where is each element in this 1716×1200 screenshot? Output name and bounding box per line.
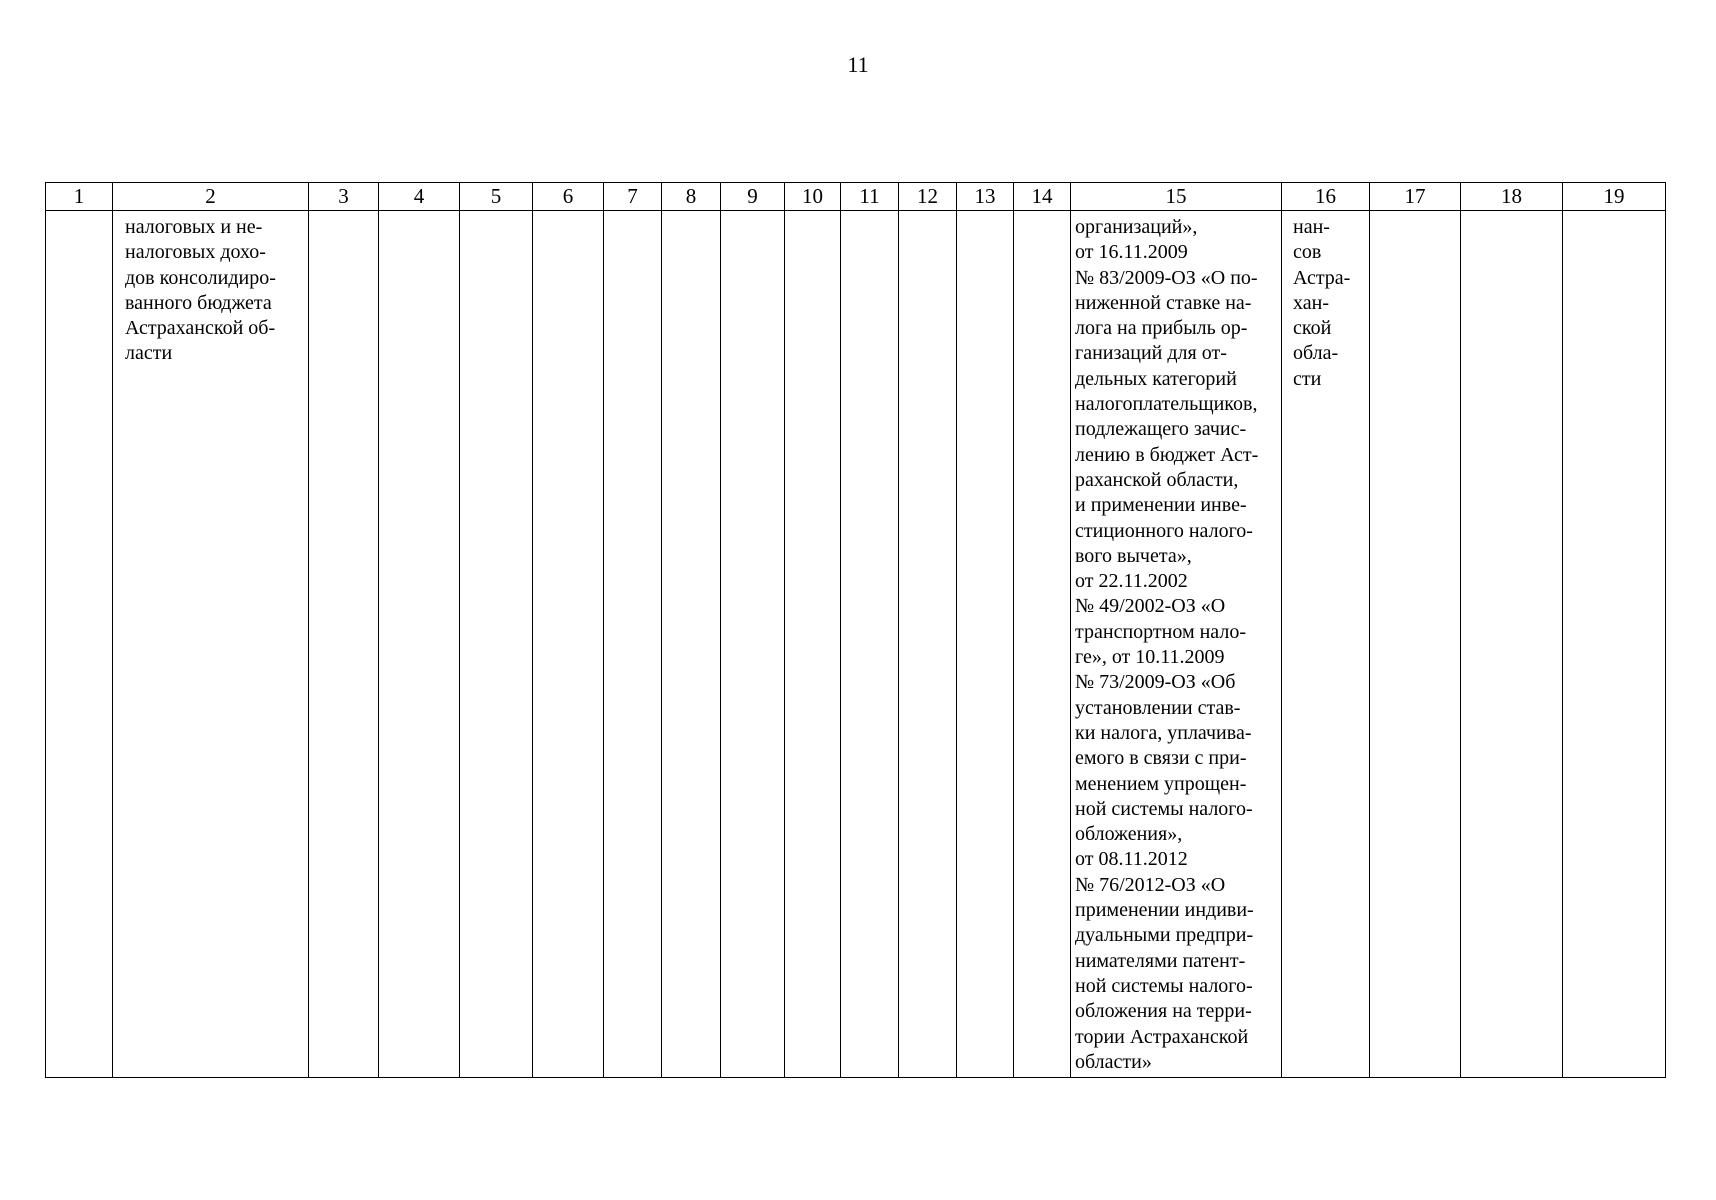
cell-text-col-1: [46, 211, 112, 215]
cell-col-19: [1563, 211, 1666, 1078]
cell-text-col-3: [309, 211, 378, 215]
cell-text-col-5: [460, 211, 532, 215]
cell-col-14: [1014, 211, 1071, 1078]
cell-text-col-14: [1014, 211, 1070, 215]
column-header-7: 7: [604, 183, 662, 211]
cell-col-17: [1370, 211, 1461, 1078]
column-header-16: 16: [1282, 183, 1370, 211]
cell-col-12: [899, 211, 957, 1078]
column-header-19: 19: [1563, 183, 1666, 211]
cell-text-col-6: [533, 211, 603, 215]
column-header-18: 18: [1461, 183, 1563, 211]
cell-text-col-8: [662, 211, 720, 215]
header-row: [46, 183, 1666, 211]
cell-text-col-15: организаций», от 16.11.2009 № 83/2009-ОЗ «О по- ниженной ставке на- лога на прибыль ор- ганизаций для от- дельных категорий налогоплательщиков, подлежащего зачис- лению в бюджет Аст- раханской области, и применении инве- стиционного налого- вого вычета», от 22.11.2002 № 49/2002-ОЗ «О транспортном нало- ге», от 10.11.2009 № 73/2009-ОЗ «Об установлении став- ки налога, уплачива- емого в связи с при- менением упрощен- ной системы налого- обложения», от 08.11.2012 № 76/2012-ОЗ «О применении индиви- дуальными предпри- нимателями патент- ной системы налого- обложения на терри- тории Астраханской области»: [1075, 216, 1259, 1073]
cell-text-col-10: [785, 211, 840, 215]
cell-col-9: [721, 211, 785, 1078]
column-header-9: 9: [721, 183, 785, 211]
cell-col-18: [1461, 211, 1563, 1078]
column-header-6: 6: [533, 183, 604, 211]
cell-text-col-19: [1563, 211, 1665, 215]
cell-text-col-17: [1370, 211, 1460, 215]
cell-col-3: [309, 211, 379, 1078]
cell-text-col-18: [1461, 211, 1562, 215]
data-table: [45, 182, 1666, 1078]
column-header-15: 15: [1071, 183, 1282, 211]
cell-col-6: [533, 211, 604, 1078]
column-header-17: 17: [1370, 183, 1461, 211]
cell-col-16: [1282, 211, 1370, 1078]
cell-col-11: [841, 211, 899, 1078]
cell-text-col-7: [604, 211, 661, 215]
column-header-11: 11: [841, 183, 899, 211]
column-header-8: 8: [662, 183, 721, 211]
cell-text-col-4: [379, 211, 459, 215]
cell-text-col-12: [899, 211, 956, 215]
page-number: 11: [847, 52, 869, 77]
column-header-3: 3: [309, 183, 379, 211]
column-header-2: 2: [113, 183, 309, 211]
column-header-12: 12: [899, 183, 957, 211]
cell-col-1: [46, 211, 113, 1078]
column-header-14: 14: [1014, 183, 1071, 211]
cell-col-15: [1071, 211, 1282, 1078]
cell-col-2: [113, 211, 309, 1078]
table-row: [46, 211, 1666, 1078]
column-header-4: 4: [379, 183, 460, 211]
cell-col-13: [957, 211, 1014, 1078]
column-header-13: 13: [957, 183, 1014, 211]
cell-text-col-2: налоговых и не- налоговых дохо- дов консолидиро- ванного бюджета Астраханской об- ласти: [125, 216, 276, 365]
cell-col-7: [604, 211, 662, 1078]
cell-text-col-13: [957, 211, 1013, 215]
column-header-10: 10: [785, 183, 841, 211]
cell-text-col-16: нан- сов Астра- хан- ской обла- сти: [1293, 216, 1351, 390]
cell-text-col-11: [841, 211, 898, 215]
cell-col-8: [662, 211, 721, 1078]
cell-col-4: [379, 211, 460, 1078]
cell-col-5: [460, 211, 533, 1078]
column-header-1: 1: [46, 183, 113, 211]
cell-col-10: [785, 211, 841, 1078]
cell-text-col-9: [721, 211, 784, 215]
column-header-5: 5: [460, 183, 533, 211]
